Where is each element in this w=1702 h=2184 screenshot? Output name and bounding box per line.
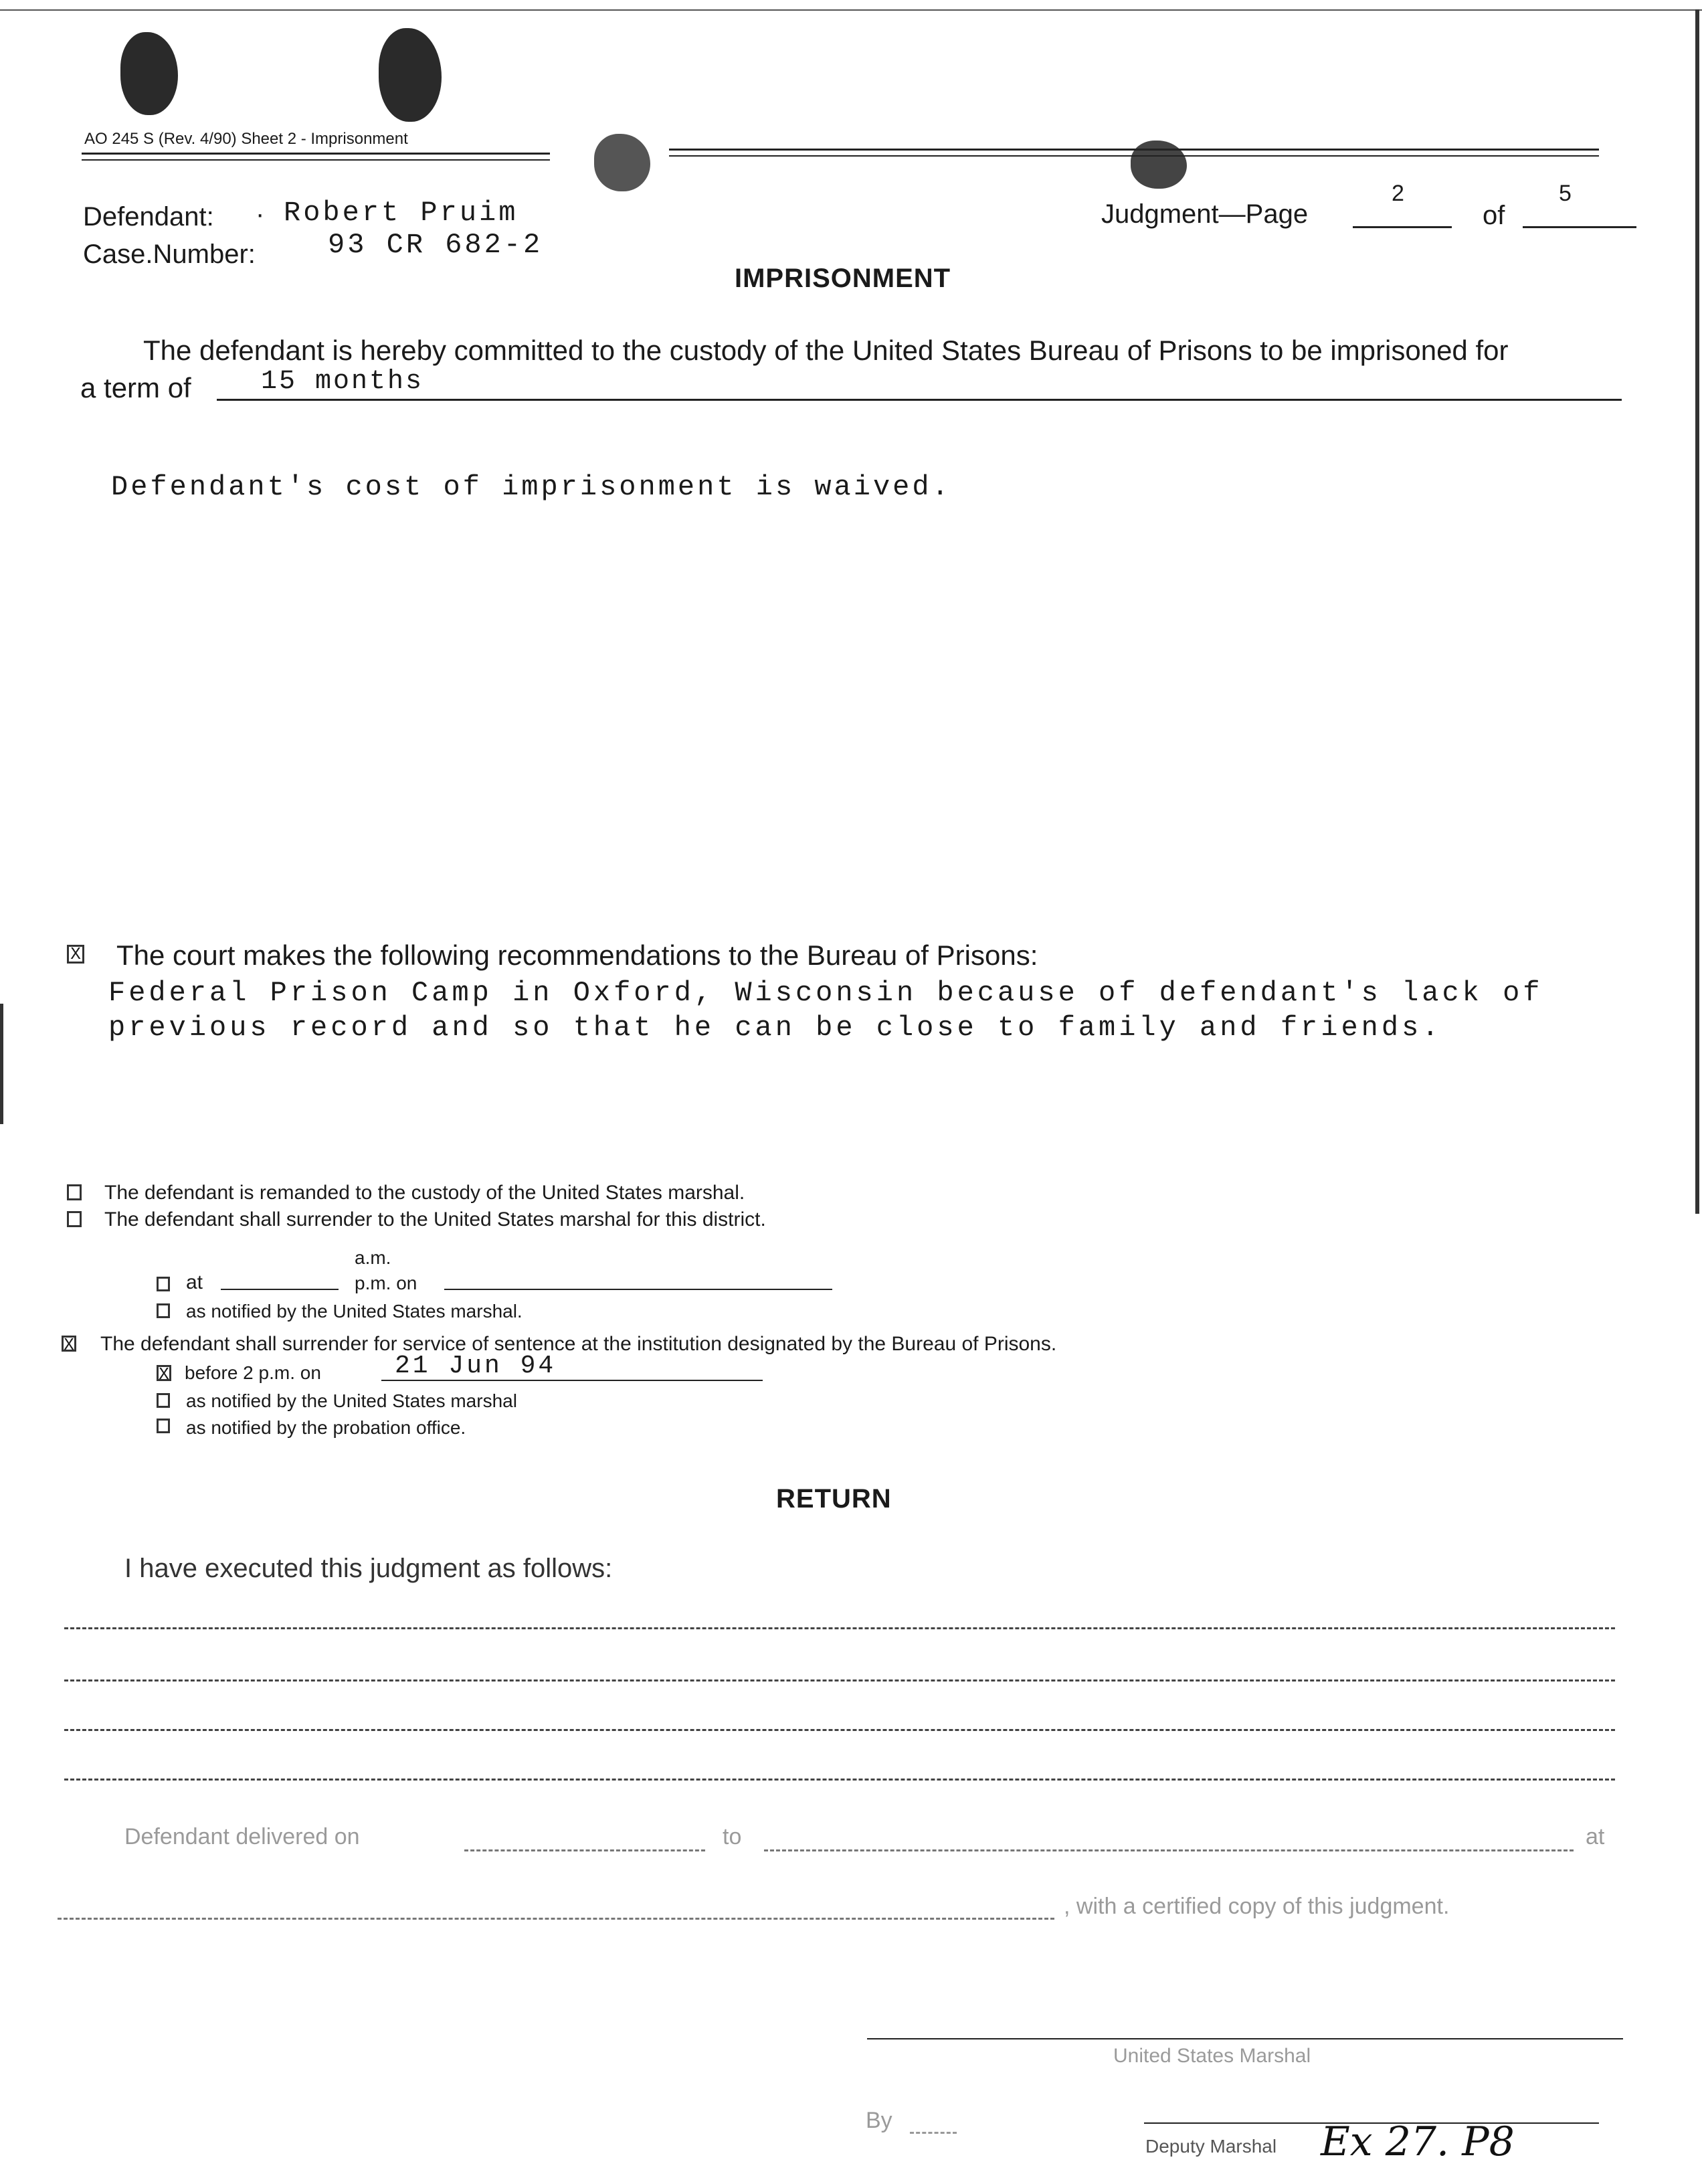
marshal-signature-line — [867, 2038, 1623, 2039]
return-line — [64, 1779, 1615, 1781]
at-time-checkbox[interactable] — [157, 1277, 170, 1291]
delivered-at-label: at — [1586, 1824, 1605, 1849]
commitment-text: The defendant is hereby committed to the custody of the United States Bureau of Prisons to be imprisoned for — [143, 335, 1509, 366]
recommendations-line-2: previous record and so that he can be close to family and friends. — [108, 1012, 1442, 1044]
as-notified-probation-text: as notified by the probation office. — [186, 1417, 466, 1438]
at-time-line — [221, 1289, 339, 1290]
at-label: at — [186, 1271, 203, 1293]
as-notified-marshal-2-checkbox[interactable] — [157, 1393, 170, 1408]
before-date-value: 21 Jun 94 — [395, 1352, 557, 1380]
delivered-label: Defendant delivered on — [124, 1824, 360, 1849]
as-notified-marshal-checkbox[interactable] — [157, 1303, 170, 1318]
remanded-checkbox[interactable] — [67, 1184, 82, 1200]
as-notified-marshal-2-text: as notified by the United States marshal — [186, 1390, 517, 1411]
by-line — [910, 2132, 957, 2134]
recommendations-label: The court makes the following recommendations to the Bureau of Prisons: — [116, 939, 1038, 971]
remanded-text: The defendant is remanded to the custody of the United States marshal. — [104, 1182, 745, 1204]
punch-hole-smudge — [1131, 141, 1187, 189]
delivered-place-line — [58, 1918, 1054, 1920]
section-title: IMPRISONMENT — [735, 264, 951, 293]
before-label: before 2 p.m. on — [185, 1362, 321, 1383]
exhibit-handwritten-note: Ex 27. P8 — [1321, 2118, 1515, 2165]
return-title: RETURN — [776, 1484, 892, 1514]
header-rule — [82, 159, 550, 161]
punch-hole-smudge — [594, 134, 650, 191]
judgment-page-label: Judgment—Page — [1101, 199, 1309, 229]
delivered-date-line — [464, 1849, 705, 1851]
pm-on-label: p.m. on — [355, 1273, 417, 1293]
page-total: 5 — [1559, 181, 1572, 206]
executed-text: I have executed this judgment as follows: — [124, 1554, 613, 1583]
case-number: 93 CR 682-2 — [328, 229, 543, 261]
before-date-checkbox[interactable]: X — [157, 1365, 171, 1381]
defendant-label: Defendant: — [83, 202, 214, 232]
return-line — [64, 1729, 1615, 1731]
term-line — [217, 399, 1622, 401]
surrender-institution-text: The defendant shall surrender for service of sentence at the institution designated by the Bureau of Prisons. — [100, 1333, 1057, 1355]
form-id: AO 245 S (Rev. 4/90) Sheet 2 - Imprisonment — [84, 130, 408, 148]
as-notified-probation-checkbox[interactable] — [157, 1419, 170, 1433]
before-date-line — [381, 1380, 763, 1381]
delivered-to-line — [764, 1849, 1574, 1851]
by-label: By — [866, 2108, 892, 2133]
deputy-label: Deputy Marshal — [1145, 2136, 1277, 2157]
recommendations-line-1: Federal Prison Camp in Oxford, Wisconsin because of defendant's lack of — [108, 977, 1543, 1009]
page-total-line — [1523, 226, 1636, 228]
punch-hole-smudge — [120, 32, 178, 115]
surrender-marshal-checkbox[interactable] — [67, 1211, 82, 1227]
punch-hole-smudge — [379, 28, 442, 122]
recommendations-checkbox[interactable]: X — [67, 945, 84, 964]
delivered-to-label: to — [723, 1824, 742, 1849]
institution-checkbox[interactable]: X — [62, 1336, 76, 1352]
return-line — [64, 1679, 1615, 1681]
page-number: 2 — [1392, 181, 1404, 206]
page-number-line — [1353, 226, 1452, 228]
defendant-name: Robert Pruim — [284, 197, 518, 229]
scan-edge-right — [1695, 9, 1699, 1214]
marshal-label: United States Marshal — [1113, 2045, 1311, 2067]
pm-on-line — [444, 1289, 832, 1290]
term-value: 15 months — [261, 367, 424, 397]
surrender-marshal-text: The defendant shall surrender to the United States marshal for this district. — [104, 1208, 766, 1231]
return-line — [64, 1627, 1615, 1629]
of-label: of — [1483, 201, 1505, 230]
header-rule — [82, 153, 550, 155]
header-rule — [669, 155, 1599, 157]
header-rule — [669, 149, 1599, 151]
term-label: a term of — [80, 372, 191, 403]
scan-edge-left — [0, 1004, 3, 1124]
as-notified-marshal-text: as notified by the United States marshal. — [186, 1301, 523, 1322]
certified-copy-text: , with a certified copy of this judgment. — [1064, 1894, 1450, 1919]
am-label: a.m. — [355, 1247, 391, 1268]
case-number-label: Case.Number: — [83, 240, 256, 269]
scan-edge — [0, 9, 1702, 11]
cost-waived-note: Defendant's cost of imprisonment is waived. — [111, 471, 951, 503]
